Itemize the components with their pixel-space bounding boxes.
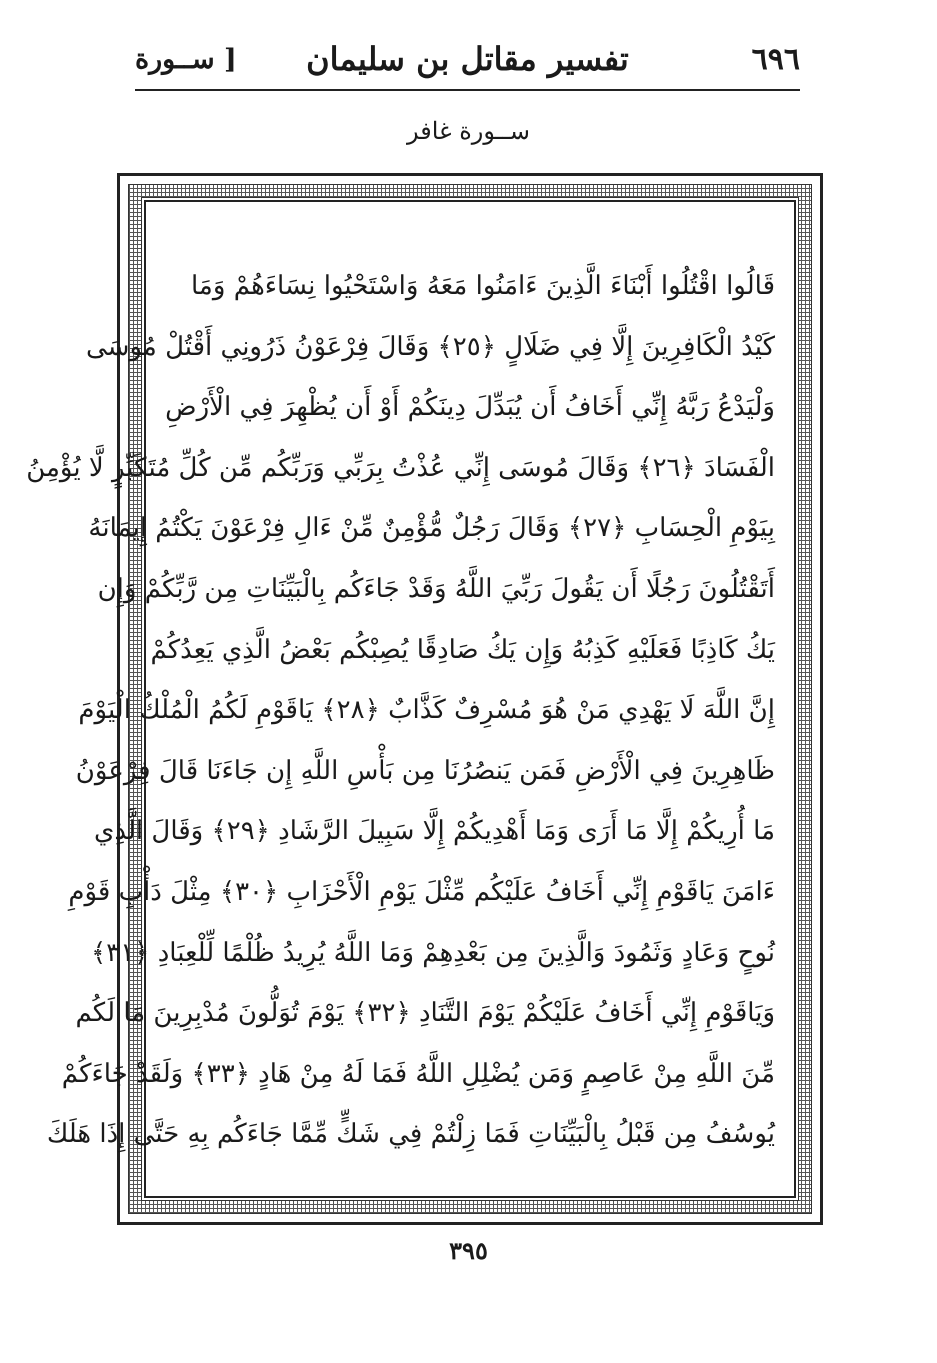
verse-line: يُوسُفُ مِن قَبْلُ بِالْبَيِّنَاتِ فَمَا زِلْتُمْ فِي شَكٍّ مِّمَّا جَاءَكُم بِهِ حَتَّى إِذَا هَلَكَ xyxy=(46,1119,775,1150)
ornamental-frame xyxy=(26,173,823,1225)
verse-line: الْفَسَادَ ﴿٢٦﴾ وَقَالَ مُوسَى إِنِّي عُذْتُ بِرَبِّي وَرَبِّكُم مِّن كُلِّ مُتَكَبِّرٍ لَّا يُؤْمِنُ xyxy=(26,452,775,483)
header-title: تفسير مقاتل بن سليمان xyxy=(306,40,629,78)
footer-page-number: ٣٩٥ xyxy=(449,1236,488,1265)
verse-line: مِّنَ اللَّهِ مِنْ عَاصِمٍ وَمَن يُضْلِلِ اللَّهُ فَمَا لَهُ مِنْ هَادٍ ﴿٣٣﴾ وَلَقَدْ جَاءَكُمْ xyxy=(61,1058,775,1089)
surah-subheading: ســورة غافر xyxy=(407,117,530,145)
verse-line: وَلْيَدْعُ رَبَّهُ إِنِّي أَخَافُ أَن يُبَدِّلَ دِينَكُمْ أَوْ أَن يُظْهِرَ فِي الْأَرْضِ xyxy=(165,392,775,423)
text-panel xyxy=(26,200,796,1198)
page-header xyxy=(135,38,800,86)
verse-text-block xyxy=(26,256,775,1165)
header-surah-label: [ ســورة xyxy=(135,44,237,75)
header-page-number: ٦٩٦ xyxy=(751,42,800,77)
verse-line: نُوحٍ وَعَادٍ وَثَمُودَ وَالَّذِينَ مِن بَعْدِهِمْ وَمَا اللَّهُ يُرِيدُ ظُلْمًا لِّلْعِبَادِ ﴿٣١﴾ xyxy=(91,937,775,968)
header-rule xyxy=(135,89,800,91)
verse-line: أَتَقْتُلُونَ رَجُلًا أَن يَقُولَ رَبِّيَ اللَّهُ وَقَدْ جَاءَكُم بِالْبَيِّنَاتِ مِن رَّبِّكُمْ وَإِن xyxy=(97,573,775,604)
verse-line: ظَاهِرِينَ فِي الْأَرْضِ فَمَن يَنصُرُنَا مِن بَأْسِ اللَّهِ إِن جَاءَنَا قَالَ فِرْعَوْنُ xyxy=(75,755,775,786)
verse-line: بِيَوْمِ الْحِسَابِ ﴿٢٧﴾ وَقَالَ رَجُلٌ مُّؤْمِنٌ مِّنْ ءَالِ فِرْعَوْنَ يَكْتُمُ إِيمَانَهُ xyxy=(88,513,775,544)
verse-line: يَكُ كَاذِبًا فَعَلَيْهِ كَذِبُهُ وَإِن يَكُ صَادِقًا يُصِبْكُم بَعْضُ الَّذِي يَعِدُكُمْ xyxy=(150,634,775,665)
verse-line: كَيْدُ الْكَافِرِينَ إِلَّا فِي ضَلَالٍ ﴿٢٥﴾ وَقَالَ فِرْعَوْنُ ذَرُونِي أَقْتُلْ مُوسَى xyxy=(85,331,775,362)
verse-line: ءَامَنَ يَاقَوْمِ إِنِّي أَخَافُ عَلَيْكُم مِّثْلَ يَوْمِ الْأَحْزَابِ ﴿٣٠﴾ مِثْلَ دَأْبِ قَوْمِ xyxy=(68,876,775,907)
verse-line: مَا أُرِيكُمْ إِلَّا مَا أَرَى وَمَا أَهْدِيكُمْ إِلَّا سَبِيلَ الرَّشَادِ ﴿٢٩﴾ وَقَالَ الَّذِي xyxy=(94,816,775,847)
verse-line: إِنَّ اللَّهَ لَا يَهْدِي مَنْ هُوَ مُسْرِفٌ كَذَّابٌ ﴿٢٨﴾ يَاقَوْمِ لَكُمُ الْمُلْكُ الْيَوْمَ xyxy=(78,695,775,726)
verse-line: وَيَاقَوْمِ إِنِّي أَخَافُ عَلَيْكُمْ يَوْمَ التَّنَادِ ﴿٣٢﴾ يَوْمَ تُوَلُّونَ مُدْبِرِينَ مَا لَكُم xyxy=(75,998,775,1029)
verse-line: قَالُوا اقْتُلُوا أَبْنَاءَ الَّذِينَ ءَامَنُوا مَعَهُ وَاسْتَحْيُوا نِسَاءَهُمْ وَمَا xyxy=(191,271,775,301)
